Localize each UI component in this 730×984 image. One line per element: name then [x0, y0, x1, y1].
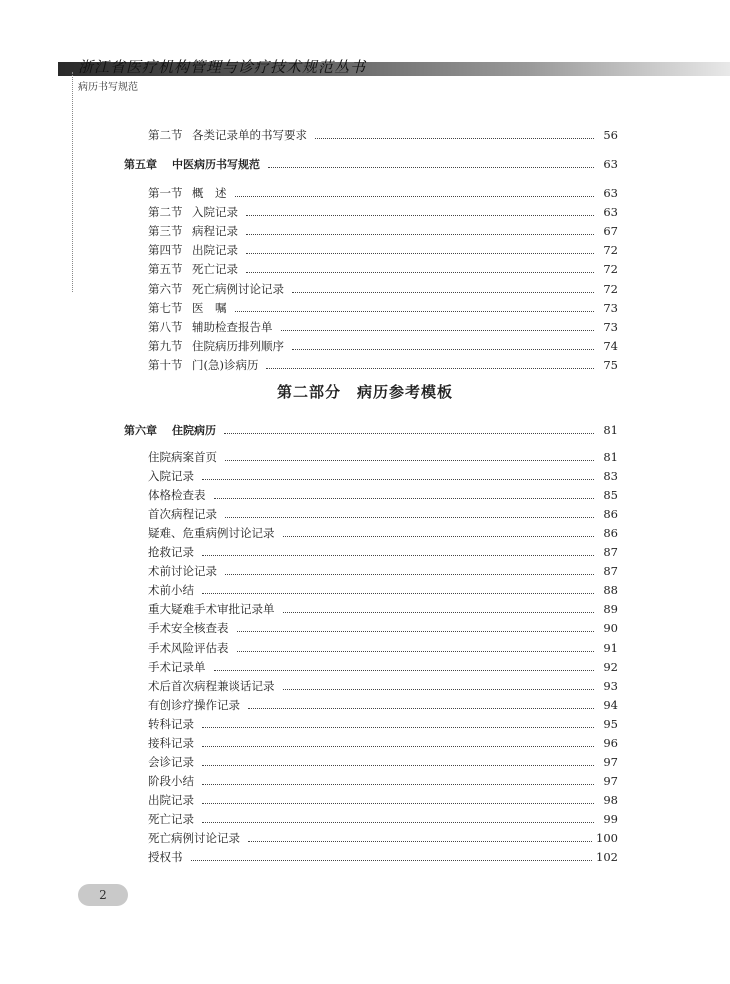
- dot-leader: [292, 348, 594, 350]
- entry-title: 死亡记录: [148, 811, 194, 826]
- page-number: 93: [603, 678, 618, 693]
- section-number: 第四节: [148, 243, 183, 258]
- toc-entry[interactable]: [148, 677, 618, 695]
- dot-leader: [246, 214, 594, 216]
- dot-leader: [225, 459, 594, 461]
- entry-title: 医 嘱: [192, 300, 227, 315]
- chapter-entry[interactable]: [124, 421, 618, 439]
- entry-title: 死亡记录: [192, 262, 238, 277]
- entry-title: 阶段小结: [148, 773, 194, 788]
- entry-title: 住院病历排列顺序: [192, 338, 284, 353]
- dot-leader: [235, 195, 595, 197]
- entry-title: 手术安全核查表: [148, 621, 229, 636]
- page-number: 74: [603, 338, 618, 353]
- dot-leader: [268, 166, 594, 168]
- section-number: 第三节: [148, 224, 183, 239]
- page-number: 86: [603, 507, 618, 522]
- entry-title: 重大疑难手术审批记录单: [148, 602, 275, 617]
- page-number: 63: [603, 157, 618, 171]
- entry-title: 病程记录: [192, 224, 238, 239]
- entry-title: 概 述: [192, 186, 227, 200]
- toc-entry[interactable]: [148, 562, 618, 580]
- dot-leader: [202, 592, 594, 594]
- page-number: 63: [603, 186, 618, 200]
- page-number: 96: [603, 735, 618, 750]
- page-number: 97: [603, 773, 618, 788]
- toc-entry[interactable]: [148, 639, 618, 657]
- toc-entry[interactable]: [148, 734, 618, 752]
- section-number: 第九节: [148, 338, 183, 353]
- dot-leader: [246, 233, 594, 235]
- entry-title: 住院病案首页: [148, 450, 217, 464]
- entry-title: 体格检查表: [148, 488, 206, 503]
- dot-leader: [214, 669, 595, 671]
- dot-leader: [202, 821, 594, 823]
- page-number: 67: [603, 224, 618, 239]
- entry-title: 术前小结: [148, 583, 194, 598]
- page-number: 86: [603, 526, 618, 541]
- entry-title: 辅助检查报告单: [192, 319, 273, 334]
- toc-entry[interactable]: [148, 467, 618, 485]
- toc-entry[interactable]: [148, 696, 618, 714]
- chapter-title: 中医病历书写规范: [172, 158, 260, 171]
- toc-entry[interactable]: [148, 299, 618, 317]
- toc-entry[interactable]: [148, 318, 618, 336]
- dot-leader: [315, 137, 594, 139]
- entry-title: 疑难、危重病例讨论记录: [148, 526, 275, 541]
- entry-title: 授权书: [148, 850, 183, 865]
- dot-leader: [202, 745, 594, 747]
- toc-entry[interactable]: [148, 126, 618, 144]
- page-number: 72: [603, 262, 618, 277]
- toc-entry[interactable]: [148, 203, 618, 221]
- entry-title: 术后首次病程兼谈话记录: [148, 678, 275, 693]
- dot-leader: [237, 650, 595, 652]
- chapter-number: 第六章: [124, 424, 157, 437]
- toc-entry[interactable]: [148, 791, 618, 809]
- toc-entry[interactable]: [148, 543, 618, 561]
- page-number: 75: [603, 357, 618, 372]
- page-number: 72: [603, 243, 618, 258]
- page-number-badge: 2: [78, 884, 128, 906]
- dot-leader: [191, 859, 593, 861]
- page-number: 56: [603, 128, 618, 142]
- entry-title: 出院记录: [192, 243, 238, 258]
- toc-entry[interactable]: [148, 715, 618, 733]
- toc-entry[interactable]: [148, 658, 618, 676]
- part-title: 第二部分 病历参考模板: [276, 383, 453, 401]
- section-number: 第十节: [148, 357, 183, 372]
- page-number: 99: [603, 811, 618, 826]
- entry-title: 手术记录单: [148, 659, 206, 674]
- chapter-entry[interactable]: [124, 155, 618, 173]
- page-number: 87: [603, 545, 618, 560]
- toc-entry[interactable]: [148, 581, 618, 599]
- toc-entry[interactable]: [148, 260, 618, 278]
- section-number: 第五节: [148, 262, 183, 277]
- dot-leader: [202, 726, 594, 728]
- page-number: 72: [603, 281, 618, 296]
- section-number: 第二节: [148, 205, 183, 220]
- dot-leader: [225, 516, 594, 518]
- section-number: 第七节: [148, 300, 183, 315]
- page-number: 81: [603, 423, 618, 437]
- entry-title: 有创诊疗操作记录: [148, 697, 240, 712]
- dot-leader: [246, 252, 594, 254]
- toc-entry[interactable]: [148, 848, 618, 866]
- page-number: 98: [603, 792, 618, 807]
- section-number: 第六节: [148, 281, 183, 296]
- toc-entry[interactable]: [148, 524, 618, 542]
- dot-leader: [281, 329, 595, 331]
- page-number: 91: [603, 640, 618, 655]
- entry-title: 首次病程记录: [148, 507, 217, 522]
- entry-title: 接科记录: [148, 735, 194, 750]
- page-number: 83: [603, 469, 618, 484]
- entry-title: 会诊记录: [148, 754, 194, 769]
- dot-leader: [214, 497, 595, 499]
- section-number: 第二节: [148, 128, 183, 142]
- page-number: 63: [603, 205, 618, 220]
- toc-entry[interactable]: [148, 356, 618, 374]
- page-number: 100: [596, 831, 618, 845]
- toc-entry[interactable]: [148, 241, 618, 259]
- page-number: 94: [603, 697, 618, 712]
- dot-leader: [246, 271, 594, 273]
- dot-leader: [237, 630, 595, 632]
- dot-leader: [202, 554, 594, 556]
- page-number: 73: [603, 300, 618, 315]
- page-number: 95: [603, 716, 618, 731]
- chapter-title: 住院病历: [172, 424, 216, 437]
- entry-title: 门(急)诊病历: [192, 357, 259, 372]
- dot-leader: [283, 535, 595, 537]
- page-number: 90: [603, 621, 618, 636]
- toc-entry[interactable]: [148, 505, 618, 523]
- margin-rule: [72, 72, 73, 292]
- entry-title: 转科记录: [148, 716, 194, 731]
- entry-title: 入院记录: [148, 469, 194, 484]
- section-number: 第一节: [148, 186, 183, 200]
- toc-entry[interactable]: [148, 486, 618, 504]
- toc-entry[interactable]: [148, 600, 618, 618]
- entry-title: 死亡病例讨论记录: [192, 281, 284, 296]
- page-number: 89: [603, 602, 618, 617]
- page-number: 97: [603, 754, 618, 769]
- toc-entry[interactable]: [148, 829, 618, 847]
- page-number: 87: [603, 564, 618, 579]
- dot-leader: [224, 432, 594, 434]
- dot-leader: [266, 367, 594, 369]
- entry-title: 各类记录单的书写要求: [192, 128, 307, 142]
- dot-leader: [248, 840, 592, 842]
- toc-entry[interactable]: [148, 280, 618, 298]
- page-number: 73: [603, 319, 618, 334]
- dot-leader: [202, 478, 594, 480]
- entry-title: 手术风险评估表: [148, 640, 229, 655]
- toc-entry[interactable]: [148, 619, 618, 637]
- dot-leader: [283, 611, 595, 613]
- series-title: 浙江省医疗机构管理与诊疗技术规范丛书: [78, 58, 367, 76]
- dot-leader: [235, 310, 595, 312]
- entry-title: 入院记录: [192, 205, 238, 220]
- toc-entry[interactable]: [148, 222, 618, 240]
- entry-title: 死亡病例讨论记录: [148, 831, 240, 845]
- page-number: 88: [603, 583, 618, 598]
- dot-leader: [202, 783, 594, 785]
- toc-entry[interactable]: [148, 810, 618, 828]
- dot-leader: [248, 707, 594, 709]
- dot-leader: [202, 764, 594, 766]
- dot-leader: [283, 688, 595, 690]
- toc-entry[interactable]: [148, 448, 618, 466]
- page-number: 102: [596, 850, 618, 865]
- page-number: 85: [603, 488, 618, 503]
- entry-title: 出院记录: [148, 792, 194, 807]
- entry-title: 抢救记录: [148, 545, 194, 560]
- toc-entry[interactable]: [148, 753, 618, 771]
- toc-entry[interactable]: [148, 184, 618, 202]
- page-number: 92: [603, 659, 618, 674]
- toc-entry[interactable]: [148, 772, 618, 790]
- dot-leader: [292, 291, 594, 293]
- toc-entry[interactable]: [148, 337, 618, 355]
- book-title: 病历书写规范: [78, 82, 138, 93]
- section-number: 第八节: [148, 319, 183, 334]
- entry-title: 术前讨论记录: [148, 564, 217, 579]
- dot-leader: [202, 802, 594, 804]
- dot-leader: [225, 573, 594, 575]
- page-number: 81: [603, 450, 618, 464]
- chapter-number: 第五章: [124, 158, 157, 171]
